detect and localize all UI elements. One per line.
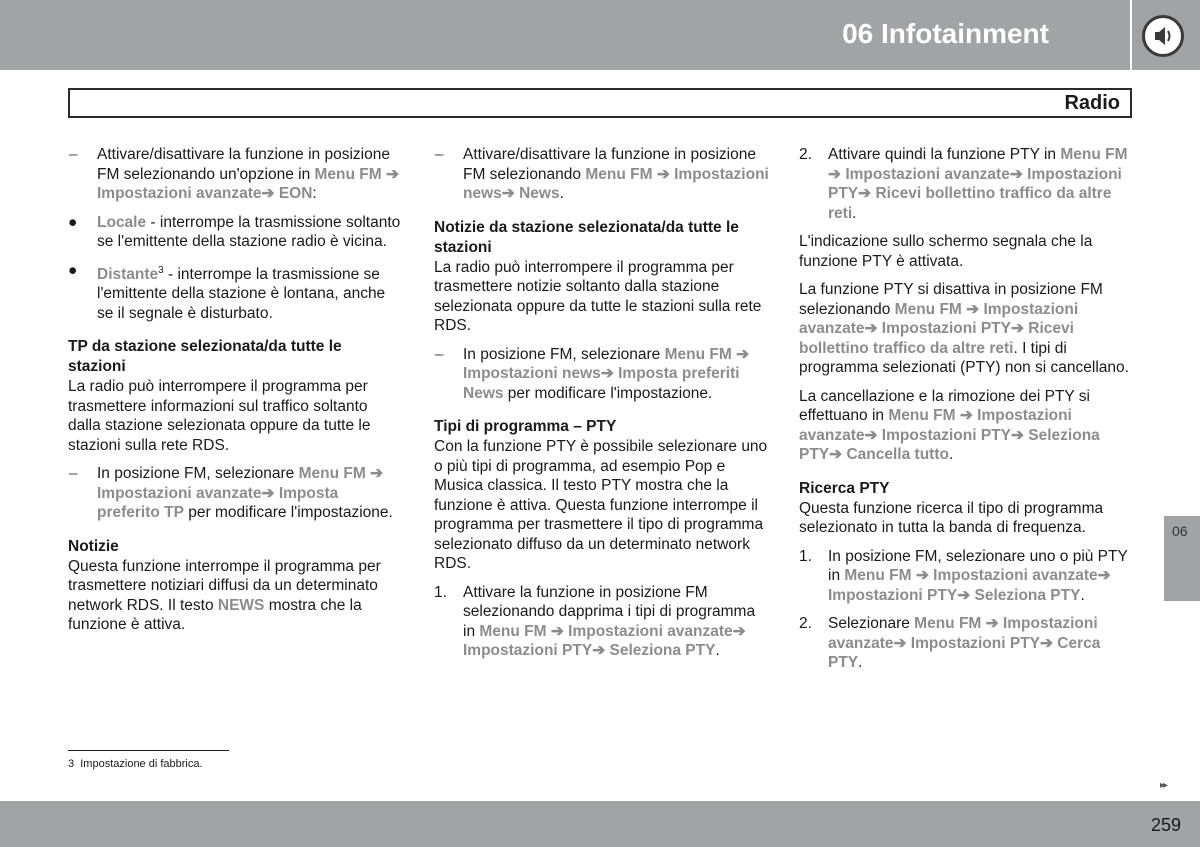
step-number: 2. (799, 615, 812, 632)
numbered-item: 2. Attivare quindi la funzione PTY in Menu FM ➔ Impostazioni avanzate➔ Impostazioni PTY➔ Ricevi bollettino traffico da altre reti. (799, 146, 1128, 222)
dash-marker: – (435, 345, 444, 363)
footnote-number: 3 (68, 758, 75, 770)
menu-path: Impostazioni PTY (881, 320, 1011, 337)
item-text: Attivare/disattivare la funzione in posizione FM selezionando un'opzione in (97, 146, 390, 183)
menu-path: Impostazioni news (463, 365, 601, 382)
footnote-ref: 3 (158, 264, 164, 276)
menu-path: Cancella tutto (846, 446, 949, 463)
column-2 (434, 145, 769, 670)
menu-path: Menu FM (298, 465, 366, 483)
menu-path: Menu FM (1060, 146, 1128, 163)
menu-path: Impostazioni news (463, 165, 769, 202)
term: NEWS (217, 596, 265, 614)
arrow-icon: ➔ (985, 615, 999, 632)
menu-path: Menu FM (914, 615, 982, 632)
arrow-icon: ➔ (829, 446, 843, 463)
heading: Ricerca PTY (799, 479, 890, 497)
column-1 (68, 145, 403, 644)
paragraph: La radio può interrompere il programma per trasmettere notizie soltanto dalla stazione selezionata oppure da tutte le stazioni sulla rete RDS. (434, 258, 762, 334)
menu-path: Seleziona PTY (799, 426, 1100, 463)
menu-path: Ricevi bollettino traffico da altre reti (799, 320, 1074, 357)
arrow-icon: ➔ (864, 320, 878, 337)
arrow-icon: ➔ (736, 345, 750, 363)
menu-path: Impostazioni avanzate (799, 300, 1079, 337)
footer-bar (0, 801, 1200, 847)
arrow-icon: ➔ (959, 407, 973, 424)
heading: Notizie da stazione selezionata/da tutte le stazioni (434, 218, 739, 256)
arrow-icon: ➔ (864, 426, 878, 444)
list-item: – Attivare/disattivare la funzione in posizione FM selezionando un'opzione in Menu FM ➔ Impostazioni avanzate➔ EON: (69, 146, 399, 202)
menu-path: Impostazioni PTY (828, 165, 1122, 202)
arrow-icon: ➔ (1097, 567, 1111, 584)
paragraph: Questa funzione interrompe il programma per trasmettere notiziari diffusi da un determinato network RDS. Il testo NEWS mostra che la funzione è attiva. (68, 557, 381, 634)
bullet-item: ● Distante$^3$ - interrompe la trasmissione se l'emittente della stazione è lontana, anche se il segnale è disturbato. (68, 261, 386, 322)
menu-path: Menu FM (844, 567, 912, 584)
arrow-icon: ➔ (858, 185, 872, 202)
numbered-item: 1. In posizione FM, selezionare uno o più PTY in Menu FM ➔ Impostazioni avanzate➔ Impostazioni PTY➔ Seleziona PTY. (799, 547, 1128, 604)
paragraph: La cancellazione e la rimozione dei PTY si effettuano in Menu FM ➔ Impostazioni avanzate➔ Impostazioni PTY➔ Seleziona PTY➔ Cancella tutto. (799, 387, 1100, 463)
arrow-icon: ➔ (966, 300, 980, 318)
next-page-icon: ▸▸ (1160, 780, 1167, 791)
chapter-title: 06 Infotainment (842, 18, 1049, 49)
step-number: 1. (434, 583, 447, 601)
dash-marker: – (69, 146, 78, 163)
arrow-icon: ➔ (1009, 165, 1023, 183)
arrow-icon: ➔ (550, 622, 564, 640)
paragraph: Questa funzione ricerca il tipo di programma selezionato in tutta la banda di frequenza. (799, 499, 1104, 536)
heading: TP da stazione selezionata/da tutte le stazioni (68, 338, 342, 376)
arrow-icon: ➔ (501, 185, 515, 202)
menu-path: Menu FM (585, 165, 653, 183)
dash-marker: – (69, 465, 78, 483)
menu-path: Impostazioni avanzate (568, 622, 733, 640)
arrow-icon: ➔ (1039, 634, 1053, 652)
menu-path: Impostazioni avanzate (828, 615, 1098, 652)
arrow-icon: ➔ (261, 185, 275, 202)
menu-path: Menu FM (888, 407, 956, 424)
chapter-icon-box (1132, 0, 1200, 70)
arrow-icon: ➔ (385, 165, 399, 183)
paragraph: L'indicazione sullo schermo segnala che la funzione PTY è attivata. (799, 233, 1093, 270)
paragraph: La radio può interrompere il programma per trasmettere informazioni sul traffico soltanto dalla stazione selezionata oppure da tutte le stazioni sulla rete RDS. (68, 378, 371, 454)
footnote (68, 758, 203, 770)
footnote-text: Impostazione di fabbrica. (80, 758, 203, 770)
section-header (68, 88, 1132, 118)
arrow-icon: ➔ (261, 484, 275, 502)
menu-path: EON (278, 185, 313, 202)
header-bar (0, 0, 1130, 70)
menu-path: Impostazioni avanzate (933, 567, 1098, 584)
list-item: – Attivare/disattivare la funzione in posizione FM selezionando Menu FM ➔ Impostazioni news➔ News. (435, 146, 769, 202)
dash-marker: – (435, 146, 444, 163)
menu-path: Menu FM (314, 165, 382, 183)
numbered-item: 2. Selezionare Menu FM ➔ Impostazioni avanzate➔ Impostazioni PTY➔ Cerca PTY. (799, 615, 1101, 671)
arrow-icon: ➔ (915, 567, 929, 584)
menu-path: Impostazioni PTY (828, 586, 958, 604)
menu-path: Imposta preferiti News (463, 365, 740, 402)
menu-path: Ricevi bollettino traffico da altre reti (828, 185, 1112, 222)
paragraph: La funzione PTY si disattiva in posizione FM selezionando Menu FM ➔ Impostazioni avanzate➔ Impostazioni PTY➔ Ricevi bollettino traffico da altre reti. I tipi di programma selezionati (PTY) non si cancellano. (799, 281, 1129, 376)
arrow-icon: ➔ (1010, 320, 1024, 337)
menu-path: Impostazioni avanzate (845, 165, 1010, 183)
menu-path: Impostazioni PTY (910, 634, 1040, 652)
page-number: 259 (1150, 815, 1181, 835)
menu-path: Impostazioni avanzate (97, 185, 262, 202)
arrow-icon: ➔ (1010, 426, 1024, 444)
menu-path: Impostazioni PTY (463, 642, 593, 659)
term: Distante (97, 265, 159, 283)
column-3 (799, 145, 1134, 682)
arrow-icon: ➔ (893, 634, 907, 652)
arrow-icon: ➔ (732, 622, 746, 640)
speaker-icon (1142, 15, 1184, 57)
menu-path: Seleziona PTY (609, 642, 716, 659)
arrow-icon: ➔ (656, 165, 670, 183)
menu-path: Seleziona PTY (974, 586, 1081, 604)
section-title: Radio (1064, 92, 1120, 114)
chapter-tab (1164, 516, 1200, 601)
menu-path: Menu FM (894, 300, 962, 318)
heading: Tipi di programma – PTY (434, 418, 617, 435)
step-number: 1. (799, 547, 812, 565)
menu-path: News (519, 185, 560, 202)
arrow-icon: ➔ (957, 586, 971, 604)
footnote-divider (68, 750, 229, 751)
arrow-icon: ➔ (828, 165, 841, 183)
numbered-item: 1. Attivare la funzione in posizione FM selezionando dapprima i tipi di programma in Menu FM ➔ Impostazioni avanzate➔ Impostazioni PTY➔ Seleziona PTY. (434, 583, 756, 659)
menu-path: Imposta preferito TP (97, 484, 339, 522)
list-item: – In posizione FM, selezionare Menu FM ➔ Impostazioni news➔ Imposta preferiti News per modificare l'impostazione. (435, 345, 750, 402)
bullet-icon: ● (68, 213, 78, 231)
chapter-tab-label: 06 (1172, 523, 1188, 539)
menu-path: Cerca PTY (828, 634, 1101, 671)
heading: Notizie (68, 537, 119, 555)
arrow-icon: ➔ (370, 465, 384, 483)
menu-path: Menu FM (664, 345, 732, 363)
step-number: 2. (799, 146, 812, 163)
menu-path: Menu FM (479, 622, 547, 640)
list-item: – In posizione FM, selezionare Menu FM ➔ Impostazioni avanzate➔ Imposta preferito TP per modificare l'impostazione. (69, 465, 393, 522)
bullet-item: ● Locale - interrompe la trasmissione soltanto se l'emittente della stazione radio è vicina. (68, 213, 401, 250)
menu-path: Impostazioni avanzate (799, 407, 1072, 444)
arrow-icon: ➔ (600, 365, 614, 382)
bullet-icon: ● (68, 261, 78, 279)
term: Locale (97, 213, 147, 231)
paragraph: Con la funzione PTY è possibile selezionare uno o più tipi di programma, ad esempio Pop e Musica classica. Il testo PTY mostra che la funzione è attiva. Questa funzione interrompe il programma per trasmettere il tipo di programma selezionato diffuso da un determinato network RDS. (434, 438, 768, 572)
menu-path: Impostazioni PTY (881, 426, 1011, 444)
menu-path: Impostazioni avanzate (97, 484, 262, 502)
arrow-icon: ➔ (592, 642, 606, 659)
